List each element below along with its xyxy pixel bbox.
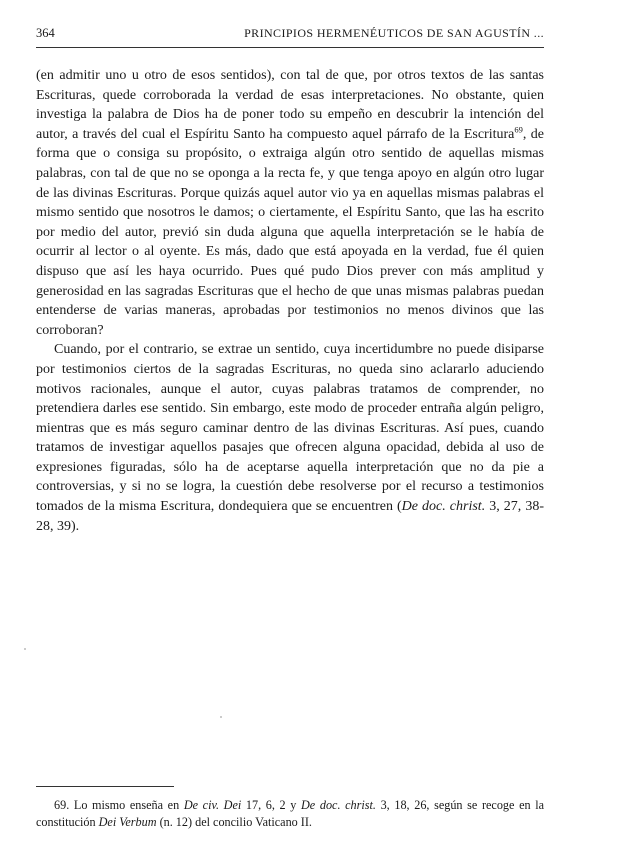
running-title: PRINCIPIOS HERMENÉUTICOS DE SAN AGUSTÍN ... xyxy=(244,26,544,40)
footnote-work-3: Dei Verbum xyxy=(98,815,157,829)
scan-speck xyxy=(24,648,26,650)
footnote-text-4: (n. 12) del concilio Vaticano II. xyxy=(156,815,312,829)
footnote-text-1: 69. Lo mismo enseña en xyxy=(54,798,184,812)
paragraph-1-text-a: (en admitir uno u otro de esos sentidos), con tal de que, por otros textos de las santas Escrituras, quede corroborada la verdad de esas interpretaciones. No obstante, quien investiga la palabra de Dios ha de poner todo su empeño en descubrir la intención del autor, a través del cual el Espíritu Santo ha compuesto aquel párrafo de la Escritura xyxy=(36,68,544,142)
footnote-text-2: 17, 6, 2 y xyxy=(241,798,301,812)
footnote-rule xyxy=(36,786,174,787)
footnote-work-2: De doc. christ. xyxy=(301,798,376,812)
paragraph-1 xyxy=(36,66,544,340)
paragraph-1-text-b: , de forma que o consiga su propósito, o extraiga algún otro sentido de aquellas mismas palabras, con tal de que no se oponga a la recta fe, y que tenga apoyo en algún otro lugar de las divinas Escrituras. Porque quizás aquel autor vio ya en aquellas mismas palabras el mismo sentido que nosotros le damos; o ciertamente, el Espíritu Santo, que las ha escrito por medio del autor, previó sin duda alguna que aquella interpretación se le había de ocurrir al lector o al oyente. Es más, dado que está apoyada en la verdad, fue él quien dispuso que así les haya ocurrido. Pues qué pudo Dios prever con más amplitud y generosidad en las sagradas Escrituras que el hecho de que unas mismas palabras puedan entenderse de varias maneras, aprobadas por testimonios no menos divinos que las corroboran? xyxy=(36,126,545,338)
footnote-text-3: 3, 18, 26, según se recoge en la constitución xyxy=(36,798,545,829)
page-number: 364 xyxy=(36,26,55,40)
scan-speck xyxy=(220,716,222,718)
paragraph-2-text-b: 3, 27, 38-28, 39). xyxy=(36,499,544,534)
body-text xyxy=(36,66,544,536)
paragraph-2-text-a: Cuando, por el contrario, se extrae un sentido, cuya incertidumbre no puede disiparse por testimonios ciertos de la sagradas Escrituras, no queda sino aclararlo aduciendo motivos racionales, aunque el autor, cuyas palabras tratamos de comprender, no pretendiera darles ese sentido. Sin embargo, este modo de proceder entraña algún peligro, mientras que es más seguro caminar dentro de las divinas Escrituras. Así pues, cuando tratamos de investigar aquellos pasajes que ofrecen alguna opacidad, debida al uso de expresiones figuradas, sólo ha de aceptarse aquella interpretación que no da pie a controversias, y si no se logra, la cuestión debe resolverse por el recurso a testimonios tomados de la misma Escritura, dondequiera que se encuentren ( xyxy=(36,342,544,515)
footnote-69 xyxy=(36,797,544,831)
footnote-reference-69: 69 xyxy=(514,124,523,135)
footnote-work-1: De civ. Dei xyxy=(183,798,242,812)
running-head xyxy=(36,26,544,48)
paragraph-2-citation: De doc. christ. xyxy=(401,499,486,515)
paragraph-2 xyxy=(36,340,544,536)
